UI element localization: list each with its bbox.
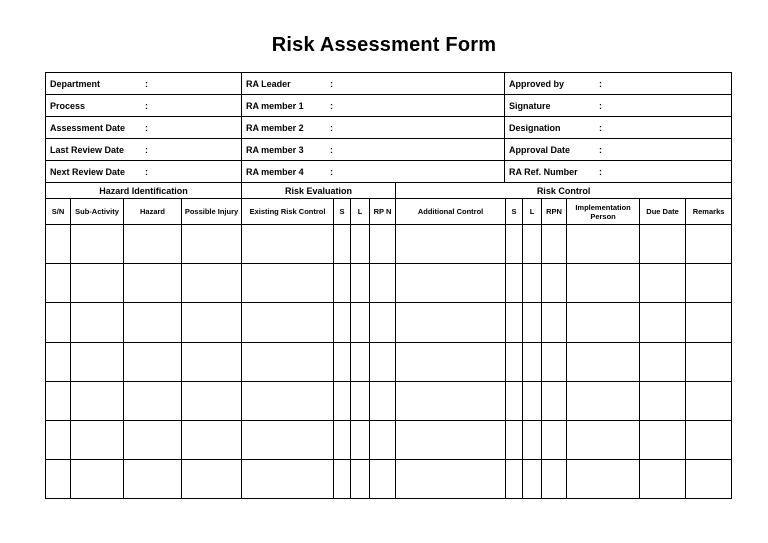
table-cell[interactable] — [567, 303, 640, 342]
table-cell[interactable] — [242, 264, 334, 303]
table-cell[interactable] — [523, 420, 542, 459]
table-cell[interactable] — [351, 303, 370, 342]
info-field-colon: : — [330, 166, 333, 177]
info-field[interactable] — [46, 161, 242, 183]
info-row — [46, 95, 732, 117]
table-cell[interactable] — [567, 460, 640, 499]
info-field[interactable] — [46, 117, 242, 139]
info-row — [46, 139, 732, 161]
info-field-colon: : — [145, 166, 148, 177]
table-cell[interactable] — [334, 342, 351, 381]
table-cell[interactable] — [124, 342, 182, 381]
table-cell[interactable] — [351, 420, 370, 459]
table-cell[interactable] — [370, 225, 396, 264]
column-header: L — [351, 199, 370, 225]
table-cell[interactable] — [686, 420, 732, 459]
table-cell[interactable] — [640, 264, 686, 303]
table-cell[interactable] — [506, 303, 523, 342]
table-cell[interactable] — [46, 303, 71, 342]
table-cell[interactable] — [46, 381, 71, 420]
table-cell[interactable] — [506, 381, 523, 420]
section-risk-control: Risk Control — [396, 183, 732, 199]
info-field-label: Assessment Date — [50, 122, 126, 133]
table-cell[interactable] — [396, 342, 506, 381]
table-cell[interactable] — [71, 225, 124, 264]
table-cell[interactable] — [351, 381, 370, 420]
table-cell[interactable] — [396, 225, 506, 264]
table-cell[interactable] — [506, 264, 523, 303]
info-row — [46, 73, 732, 95]
info-field[interactable] — [505, 139, 732, 161]
header-info-table — [45, 72, 732, 183]
table-cell[interactable] — [46, 264, 71, 303]
info-field-label: Process — [50, 100, 86, 111]
info-field-colon: : — [145, 122, 148, 133]
info-field[interactable] — [242, 139, 505, 161]
info-field-colon: : — [330, 122, 333, 133]
info-field-label: Last Review Date — [50, 144, 125, 155]
table-cell[interactable] — [542, 225, 567, 264]
info-field[interactable] — [46, 95, 242, 117]
info-field-colon: : — [330, 78, 333, 89]
info-field-label: Signature — [509, 100, 551, 111]
table-row — [46, 264, 732, 303]
table-cell[interactable] — [182, 342, 242, 381]
info-row — [46, 117, 732, 139]
info-field-label: RA Ref. Number — [509, 166, 578, 177]
table-cell[interactable] — [71, 460, 124, 499]
info-field[interactable] — [46, 139, 242, 161]
info-field[interactable] — [242, 161, 505, 183]
column-header: S — [334, 199, 351, 225]
table-cell[interactable] — [506, 460, 523, 499]
table-cell[interactable] — [686, 342, 732, 381]
info-field-colon: : — [599, 144, 602, 155]
table-cell[interactable] — [542, 460, 567, 499]
info-field-colon: : — [330, 100, 333, 111]
column-header: RPN — [542, 199, 567, 225]
info-field-colon: : — [599, 78, 602, 89]
table-cell[interactable] — [334, 225, 351, 264]
table-row — [46, 460, 732, 499]
table-cell[interactable] — [567, 342, 640, 381]
column-header: Additional Control — [396, 199, 506, 225]
info-field[interactable] — [505, 95, 732, 117]
table-cell[interactable] — [686, 264, 732, 303]
table-cell[interactable] — [523, 342, 542, 381]
table-cell[interactable] — [46, 342, 71, 381]
table-cell[interactable] — [396, 303, 506, 342]
table-cell[interactable] — [370, 420, 396, 459]
table-cell[interactable] — [370, 264, 396, 303]
table-cell[interactable] — [396, 381, 506, 420]
info-field[interactable] — [505, 117, 732, 139]
table-cell[interactable] — [351, 342, 370, 381]
info-field-colon: : — [330, 144, 333, 155]
table-cell[interactable] — [334, 460, 351, 499]
table-cell[interactable] — [334, 381, 351, 420]
table-cell[interactable] — [523, 303, 542, 342]
table-cell[interactable] — [640, 460, 686, 499]
table-cell[interactable] — [124, 420, 182, 459]
table-cell[interactable] — [124, 225, 182, 264]
info-field[interactable] — [505, 161, 732, 183]
table-cell[interactable] — [686, 225, 732, 264]
table-cell[interactable] — [686, 460, 732, 499]
table-row — [46, 342, 732, 381]
table-cell[interactable] — [46, 460, 71, 499]
table-cell[interactable] — [523, 225, 542, 264]
table-cell[interactable] — [71, 420, 124, 459]
table-cell[interactable] — [506, 420, 523, 459]
table-cell[interactable] — [506, 225, 523, 264]
table-cell[interactable] — [640, 342, 686, 381]
table-cell[interactable] — [542, 420, 567, 459]
section-risk-evaluation: Risk Evaluation — [242, 183, 396, 199]
table-row — [46, 381, 732, 420]
table-cell[interactable] — [182, 303, 242, 342]
table-cell[interactable] — [523, 460, 542, 499]
table-cell[interactable] — [640, 381, 686, 420]
table-cell[interactable] — [351, 225, 370, 264]
column-header: Existing Risk Control — [242, 199, 334, 225]
table-cell[interactable] — [334, 303, 351, 342]
info-field-label: RA member 2 — [246, 122, 304, 133]
table-cell[interactable] — [46, 420, 71, 459]
column-header: Possible Injury — [182, 199, 242, 225]
table-cell[interactable] — [686, 303, 732, 342]
info-field-colon: : — [599, 122, 602, 133]
info-field-colon: : — [599, 166, 602, 177]
table-cell[interactable] — [124, 460, 182, 499]
table-cell[interactable] — [523, 381, 542, 420]
table-cell[interactable] — [71, 303, 124, 342]
column-header: S — [506, 199, 523, 225]
table-cell[interactable] — [71, 381, 124, 420]
info-field[interactable] — [46, 73, 242, 95]
table-cell[interactable] — [370, 381, 396, 420]
table-cell[interactable] — [640, 225, 686, 264]
section-hazard-identification: Hazard Identification — [46, 183, 242, 199]
table-cell[interactable] — [567, 381, 640, 420]
table-cell[interactable] — [242, 303, 334, 342]
column-header: RP N — [370, 199, 396, 225]
info-field-label: Approved by — [509, 78, 565, 89]
table-cell[interactable] — [506, 342, 523, 381]
table-cell[interactable] — [182, 460, 242, 499]
info-field[interactable] — [242, 117, 505, 139]
info-field-label: Department — [50, 78, 101, 89]
table-cell[interactable] — [71, 342, 124, 381]
table-cell[interactable] — [242, 225, 334, 264]
table-cell[interactable] — [396, 460, 506, 499]
info-field-label: RA member 4 — [246, 166, 304, 177]
table-row — [46, 303, 732, 342]
info-field[interactable] — [505, 73, 732, 95]
table-cell[interactable] — [334, 420, 351, 459]
table-cell[interactable] — [542, 381, 567, 420]
table-cell[interactable] — [124, 303, 182, 342]
column-header: Remarks — [686, 199, 732, 225]
table-cell[interactable] — [182, 225, 242, 264]
info-field-label: Designation — [509, 122, 561, 133]
table-cell[interactable] — [242, 420, 334, 459]
table-cell[interactable] — [370, 342, 396, 381]
table-cell[interactable] — [542, 264, 567, 303]
column-header: L — [523, 199, 542, 225]
table-cell[interactable] — [523, 264, 542, 303]
table-cell[interactable] — [370, 303, 396, 342]
table-cell[interactable] — [542, 303, 567, 342]
table-cell[interactable] — [242, 460, 334, 499]
table-row — [46, 420, 732, 459]
form-title: Risk Assessment Form — [271, 34, 497, 56]
info-field-colon: : — [599, 100, 602, 111]
table-cell[interactable] — [124, 381, 182, 420]
table-cell[interactable] — [396, 420, 506, 459]
table-cell[interactable] — [542, 342, 567, 381]
column-header: Sub-Activity — [71, 199, 124, 225]
info-field-label: RA member 1 — [246, 100, 304, 111]
info-field-label: RA member 3 — [246, 144, 304, 155]
table-cell[interactable] — [334, 264, 351, 303]
table-cell[interactable] — [567, 225, 640, 264]
table-cell[interactable] — [351, 460, 370, 499]
table-cell[interactable] — [640, 303, 686, 342]
info-field-colon: : — [145, 100, 148, 111]
risk-assessment-grid — [45, 182, 732, 499]
info-field-label: Approval Date — [509, 144, 571, 155]
column-header: S/N — [46, 199, 71, 225]
table-cell[interactable] — [370, 460, 396, 499]
table-cell[interactable] — [182, 264, 242, 303]
table-cell[interactable] — [686, 381, 732, 420]
table-cell[interactable] — [640, 420, 686, 459]
table-cell[interactable] — [567, 420, 640, 459]
info-field-colon: : — [145, 78, 148, 89]
table-cell[interactable] — [71, 264, 124, 303]
column-header: Due Date — [640, 199, 686, 225]
info-field[interactable] — [242, 73, 505, 95]
info-field[interactable] — [242, 95, 505, 117]
table-cell[interactable] — [396, 264, 506, 303]
table-cell[interactable] — [567, 264, 640, 303]
table-cell[interactable] — [351, 264, 370, 303]
column-header: Implementation Person — [567, 199, 640, 225]
info-row — [46, 161, 732, 183]
table-cell[interactable] — [46, 225, 71, 264]
table-cell[interactable] — [182, 420, 242, 459]
table-cell[interactable] — [242, 381, 334, 420]
table-cell[interactable] — [242, 342, 334, 381]
table-cell[interactable] — [124, 264, 182, 303]
column-header: Hazard — [124, 199, 182, 225]
info-field-label: RA Leader — [246, 78, 291, 89]
info-field-colon: : — [145, 144, 148, 155]
info-field-label: Next Review Date — [50, 166, 126, 177]
table-row — [46, 225, 732, 264]
table-cell[interactable] — [182, 381, 242, 420]
